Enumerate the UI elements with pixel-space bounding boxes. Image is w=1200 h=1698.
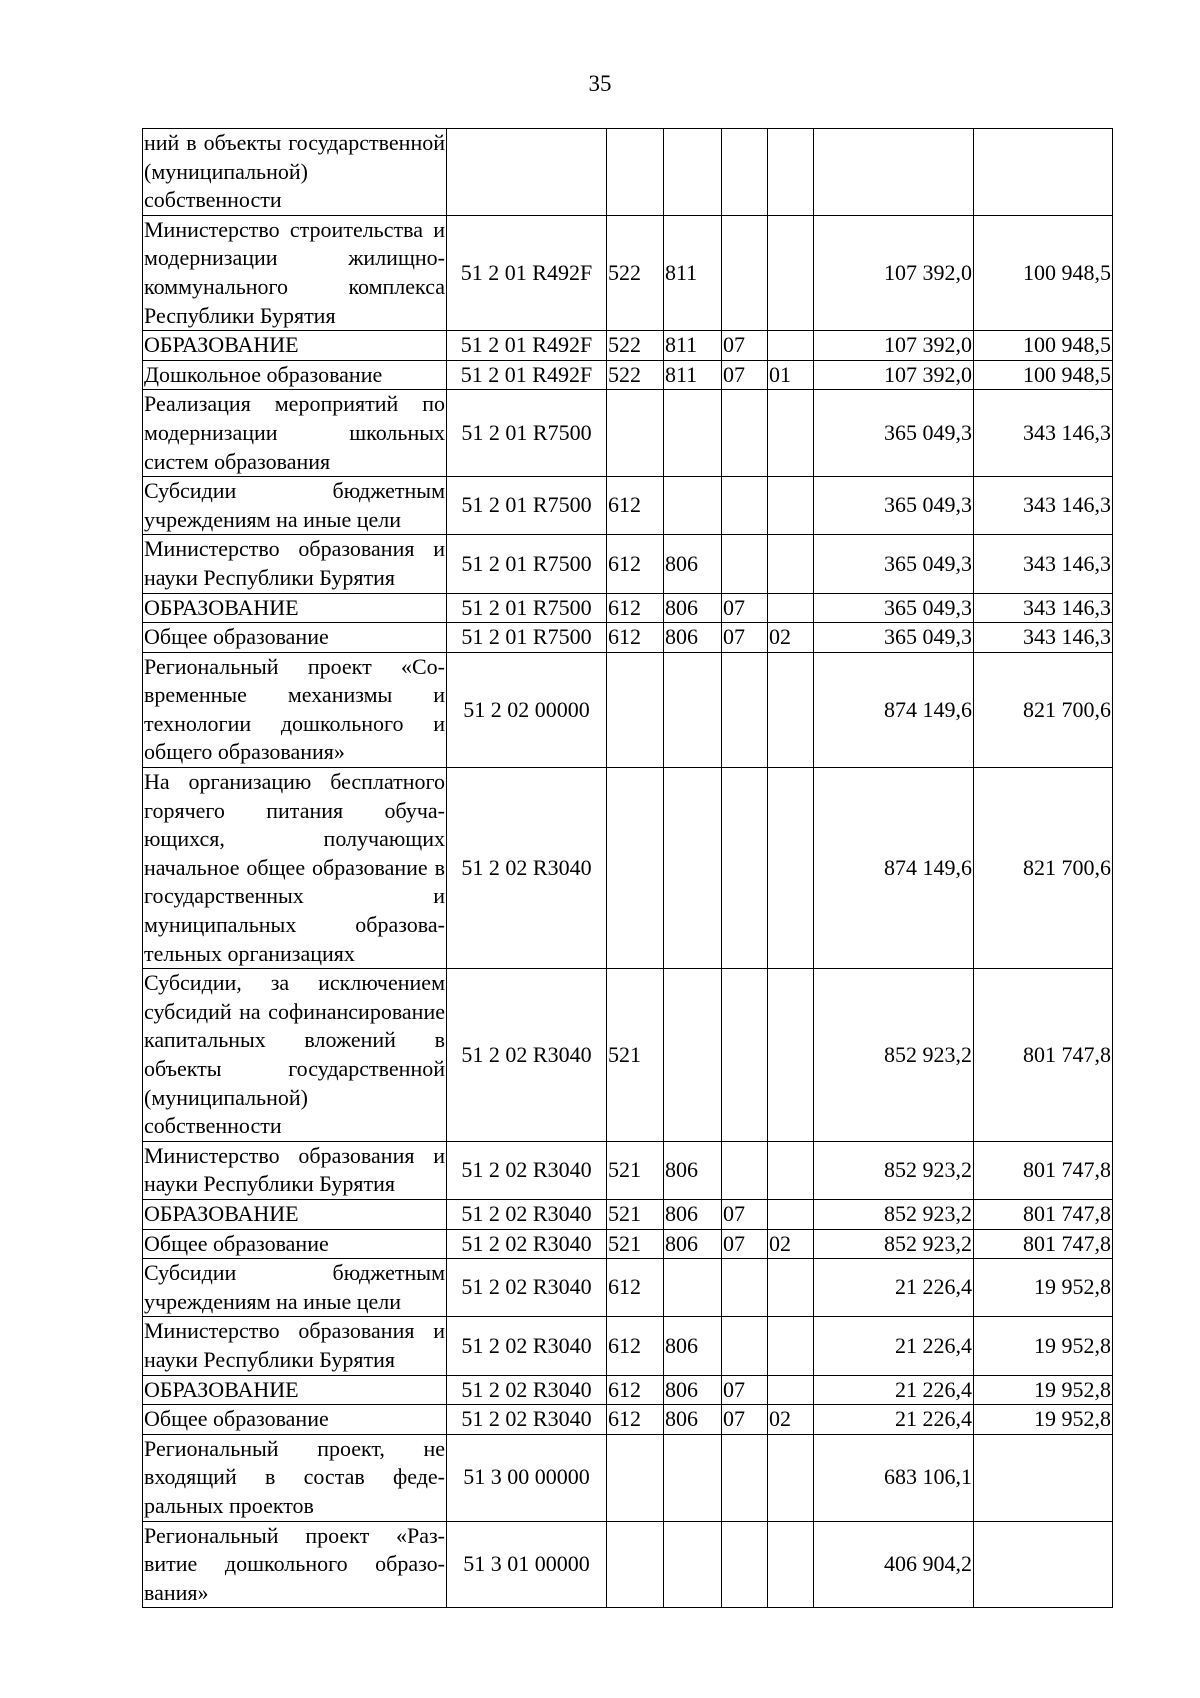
target-article-cell (447, 129, 607, 216)
amount-year1-cell: 365 049,3 (814, 477, 974, 535)
ministry-code-cell (664, 768, 722, 969)
table-row (143, 215, 1113, 330)
amount-year1-cell: 683 106,1 (814, 1434, 974, 1521)
amount-year2-cell: 19 952,8 (974, 1259, 1113, 1317)
section-cell: 07 (722, 593, 768, 623)
ministry-code-cell: 806 (664, 1317, 722, 1375)
ministry-code-cell: 806 (664, 1229, 722, 1259)
amount-year2-cell: 19 952,8 (974, 1405, 1113, 1435)
expense-type-cell: 612 (607, 535, 664, 593)
amount-year1-cell: 21 226,4 (814, 1317, 974, 1375)
ministry-code-cell: 806 (664, 593, 722, 623)
section-cell (722, 969, 768, 1142)
amount-year2-cell: 801 747,8 (974, 1141, 1113, 1199)
ministry-code-cell: 806 (664, 1375, 722, 1405)
amount-year1-cell: 874 149,6 (814, 768, 974, 969)
amount-year1-cell: 852 923,2 (814, 1229, 974, 1259)
amount-year2-cell: 343 146,3 (974, 390, 1113, 477)
subsection-cell: 02 (768, 623, 814, 653)
row-name-cell: На организацию бесплатного горячего питания обучающихся, получающих начальное общее образование в государственных и муниципальных образовательных организациях (143, 768, 447, 969)
row-name-cell: Министерство строительства и модернизации жилищно-коммунального комплекса Республики Бурятия (143, 215, 447, 330)
row-name-cell: ний в объекты государственной (муниципальной) собственности (143, 129, 447, 216)
amount-year1-cell: 21 226,4 (814, 1405, 974, 1435)
subsection-cell (768, 390, 814, 477)
table-row (143, 390, 1113, 477)
row-name-cell: Реализация мероприятий по модернизации школьных систем образования (143, 390, 447, 477)
section-cell: 07 (722, 1375, 768, 1405)
section-cell (722, 477, 768, 535)
amount-year2-cell: 821 700,6 (974, 768, 1113, 969)
amount-year1-cell: 21 226,4 (814, 1259, 974, 1317)
row-name-cell: ОБРАЗОВАНИЕ (143, 593, 447, 623)
ministry-code-cell: 811 (664, 331, 722, 361)
row-name-cell: Региональный проект «Развитие дошкольного образования» (143, 1521, 447, 1608)
expense-type-cell (607, 129, 664, 216)
subsection-cell (768, 1199, 814, 1229)
row-name-cell: Общее образование (143, 1229, 447, 1259)
subsection-cell (768, 331, 814, 361)
ministry-code-cell: 806 (664, 623, 722, 653)
target-article-cell: 51 3 00 00000 (447, 1434, 607, 1521)
amount-year1-cell: 852 923,2 (814, 1141, 974, 1199)
expense-type-cell: 522 (607, 331, 664, 361)
row-name-cell: Субсидии, за исключением субсидий на софинансирование капитальных вложений в объекты государственной (муниципальной) собственности (143, 969, 447, 1142)
section-cell (722, 1259, 768, 1317)
subsection-cell (768, 535, 814, 593)
amount-year2-cell: 343 146,3 (974, 593, 1113, 623)
target-article-cell: 51 2 02 00000 (447, 652, 607, 767)
expense-type-cell (607, 768, 664, 969)
amount-year1-cell: 107 392,0 (814, 215, 974, 330)
table-row (143, 1259, 1113, 1317)
expense-type-cell: 612 (607, 1317, 664, 1375)
amount-year1-cell: 365 049,3 (814, 390, 974, 477)
expense-type-cell: 612 (607, 477, 664, 535)
expense-type-cell: 612 (607, 623, 664, 653)
ministry-code-cell (664, 1434, 722, 1521)
table-row (143, 1229, 1113, 1259)
ministry-code-cell (664, 390, 722, 477)
expense-type-cell (607, 1434, 664, 1521)
table-row (143, 623, 1113, 653)
amount-year1-cell (814, 129, 974, 216)
target-article-cell: 51 2 01 R7500 (447, 390, 607, 477)
target-article-cell: 51 2 02 R3040 (447, 1259, 607, 1317)
amount-year1-cell: 365 049,3 (814, 623, 974, 653)
table-row (143, 593, 1113, 623)
expense-type-cell: 522 (607, 360, 664, 390)
ministry-code-cell: 806 (664, 1405, 722, 1435)
page-number: 35 (588, 71, 612, 96)
row-name-cell: Общее образование (143, 623, 447, 653)
expense-type-cell (607, 390, 664, 477)
section-cell (722, 215, 768, 330)
ministry-code-cell (664, 1259, 722, 1317)
row-name-cell: Общее образование (143, 1405, 447, 1435)
subsection-cell (768, 969, 814, 1142)
section-cell (722, 1521, 768, 1608)
expense-type-cell: 612 (607, 1375, 664, 1405)
row-name-cell: Региональный проект, не входящий в состав федеральных проектов (143, 1434, 447, 1521)
amount-year1-cell: 107 392,0 (814, 331, 974, 361)
table-row (143, 652, 1113, 767)
section-cell: 07 (722, 360, 768, 390)
section-cell (722, 390, 768, 477)
amount-year2-cell: 343 146,3 (974, 623, 1113, 653)
amount-year1-cell: 874 149,6 (814, 652, 974, 767)
table-row (143, 129, 1113, 216)
subsection-cell (768, 593, 814, 623)
ministry-code-cell (664, 969, 722, 1142)
ministry-code-cell: 806 (664, 1199, 722, 1229)
table-row (143, 969, 1113, 1142)
table-row (143, 360, 1113, 390)
target-article-cell: 51 2 02 R3040 (447, 1317, 607, 1375)
ministry-code-cell (664, 129, 722, 216)
amount-year2-cell: 821 700,6 (974, 652, 1113, 767)
amount-year2-cell (974, 1521, 1113, 1608)
amount-year2-cell: 801 747,8 (974, 1229, 1113, 1259)
ministry-code-cell (664, 652, 722, 767)
subsection-cell (768, 1259, 814, 1317)
ministry-code-cell: 806 (664, 535, 722, 593)
ministry-code-cell: 811 (664, 215, 722, 330)
target-article-cell: 51 2 02 R3040 (447, 969, 607, 1142)
target-article-cell: 51 2 01 R7500 (447, 477, 607, 535)
subsection-cell: 01 (768, 360, 814, 390)
subsection-cell (768, 768, 814, 969)
target-article-cell: 51 2 01 R7500 (447, 623, 607, 653)
target-article-cell: 51 3 01 00000 (447, 1521, 607, 1608)
table-row (143, 1375, 1113, 1405)
table-row (143, 477, 1113, 535)
amount-year2-cell (974, 1434, 1113, 1521)
section-cell: 07 (722, 1229, 768, 1259)
amount-year2-cell: 801 747,8 (974, 1199, 1113, 1229)
row-name-cell: ОБРАЗОВАНИЕ (143, 1199, 447, 1229)
target-article-cell: 51 2 01 R7500 (447, 535, 607, 593)
amount-year1-cell: 21 226,4 (814, 1375, 974, 1405)
amount-year2-cell: 343 146,3 (974, 477, 1113, 535)
budget-table (142, 128, 1113, 1608)
table-row (143, 535, 1113, 593)
section-cell (722, 1434, 768, 1521)
subsection-cell (768, 129, 814, 216)
budget-table-body (143, 129, 1113, 1608)
row-name-cell: Субсидии бюджетным учреждениям на иные цели (143, 477, 447, 535)
expense-type-cell: 521 (607, 1141, 664, 1199)
expense-type-cell: 521 (607, 1229, 664, 1259)
target-article-cell: 51 2 01 R492F (447, 215, 607, 330)
table-row (143, 1405, 1113, 1435)
expense-type-cell: 522 (607, 215, 664, 330)
amount-year2-cell: 19 952,8 (974, 1375, 1113, 1405)
amount-year2-cell: 100 948,5 (974, 331, 1113, 361)
subsection-cell (768, 1141, 814, 1199)
target-article-cell: 51 2 01 R492F (447, 360, 607, 390)
row-name-cell: ОБРАЗОВАНИЕ (143, 1375, 447, 1405)
table-row (143, 1521, 1113, 1608)
section-cell (722, 535, 768, 593)
expense-type-cell: 612 (607, 1405, 664, 1435)
subsection-cell (768, 1375, 814, 1405)
target-article-cell: 51 2 01 R492F (447, 331, 607, 361)
section-cell (722, 1317, 768, 1375)
expense-type-cell (607, 652, 664, 767)
ministry-code-cell: 811 (664, 360, 722, 390)
subsection-cell (768, 477, 814, 535)
subsection-cell (768, 1434, 814, 1521)
section-cell: 07 (722, 623, 768, 653)
row-name-cell: Министерство образования и науки Республики Бурятия (143, 1317, 447, 1375)
subsection-cell (768, 1521, 814, 1608)
amount-year1-cell: 107 392,0 (814, 360, 974, 390)
expense-type-cell: 612 (607, 593, 664, 623)
expense-type-cell (607, 1521, 664, 1608)
section-cell (722, 129, 768, 216)
table-row (143, 1141, 1113, 1199)
row-name-cell: ОБРАЗОВАНИЕ (143, 331, 447, 361)
section-cell (722, 768, 768, 969)
row-name-cell: Министерство образования и науки Республики Бурятия (143, 535, 447, 593)
subsection-cell (768, 652, 814, 767)
target-article-cell: 51 2 02 R3040 (447, 768, 607, 969)
section-cell: 07 (722, 1405, 768, 1435)
amount-year2-cell: 19 952,8 (974, 1317, 1113, 1375)
row-name-cell: Субсидии бюджетным учреждениям на иные цели (143, 1259, 447, 1317)
target-article-cell: 51 2 02 R3040 (447, 1199, 607, 1229)
amount-year1-cell: 852 923,2 (814, 969, 974, 1142)
target-article-cell: 51 2 02 R3040 (447, 1405, 607, 1435)
section-cell (722, 652, 768, 767)
expense-type-cell: 521 (607, 969, 664, 1142)
ministry-code-cell: 806 (664, 1141, 722, 1199)
section-cell: 07 (722, 1199, 768, 1229)
target-article-cell: 51 2 02 R3040 (447, 1229, 607, 1259)
ministry-code-cell (664, 477, 722, 535)
subsection-cell (768, 215, 814, 330)
table-row (143, 331, 1113, 361)
amount-year1-cell: 365 049,3 (814, 593, 974, 623)
section-cell: 07 (722, 331, 768, 361)
table-row (143, 1434, 1113, 1521)
target-article-cell: 51 2 02 R3040 (447, 1141, 607, 1199)
row-name-cell: Министерство образования и науки Республики Бурятия (143, 1141, 447, 1199)
target-article-cell: 51 2 01 R7500 (447, 593, 607, 623)
expense-type-cell: 612 (607, 1259, 664, 1317)
subsection-cell (768, 1317, 814, 1375)
expense-type-cell: 521 (607, 1199, 664, 1229)
amount-year2-cell (974, 129, 1113, 216)
subsection-cell: 02 (768, 1229, 814, 1259)
ministry-code-cell (664, 1521, 722, 1608)
table-row (143, 1317, 1113, 1375)
amount-year1-cell: 406 904,2 (814, 1521, 974, 1608)
amount-year2-cell: 100 948,5 (974, 215, 1113, 330)
amount-year2-cell: 100 948,5 (974, 360, 1113, 390)
amount-year1-cell: 365 049,3 (814, 535, 974, 593)
amount-year1-cell: 852 923,2 (814, 1199, 974, 1229)
row-name-cell: Дошкольное образование (143, 360, 447, 390)
target-article-cell: 51 2 02 R3040 (447, 1375, 607, 1405)
row-name-cell: Региональный проект «Современные механизмы и технологии дошкольного и общего образования» (143, 652, 447, 767)
subsection-cell: 02 (768, 1405, 814, 1435)
amount-year2-cell: 343 146,3 (974, 535, 1113, 593)
table-row (143, 1199, 1113, 1229)
table-row (143, 768, 1113, 969)
amount-year2-cell: 801 747,8 (974, 969, 1113, 1142)
section-cell (722, 1141, 768, 1199)
